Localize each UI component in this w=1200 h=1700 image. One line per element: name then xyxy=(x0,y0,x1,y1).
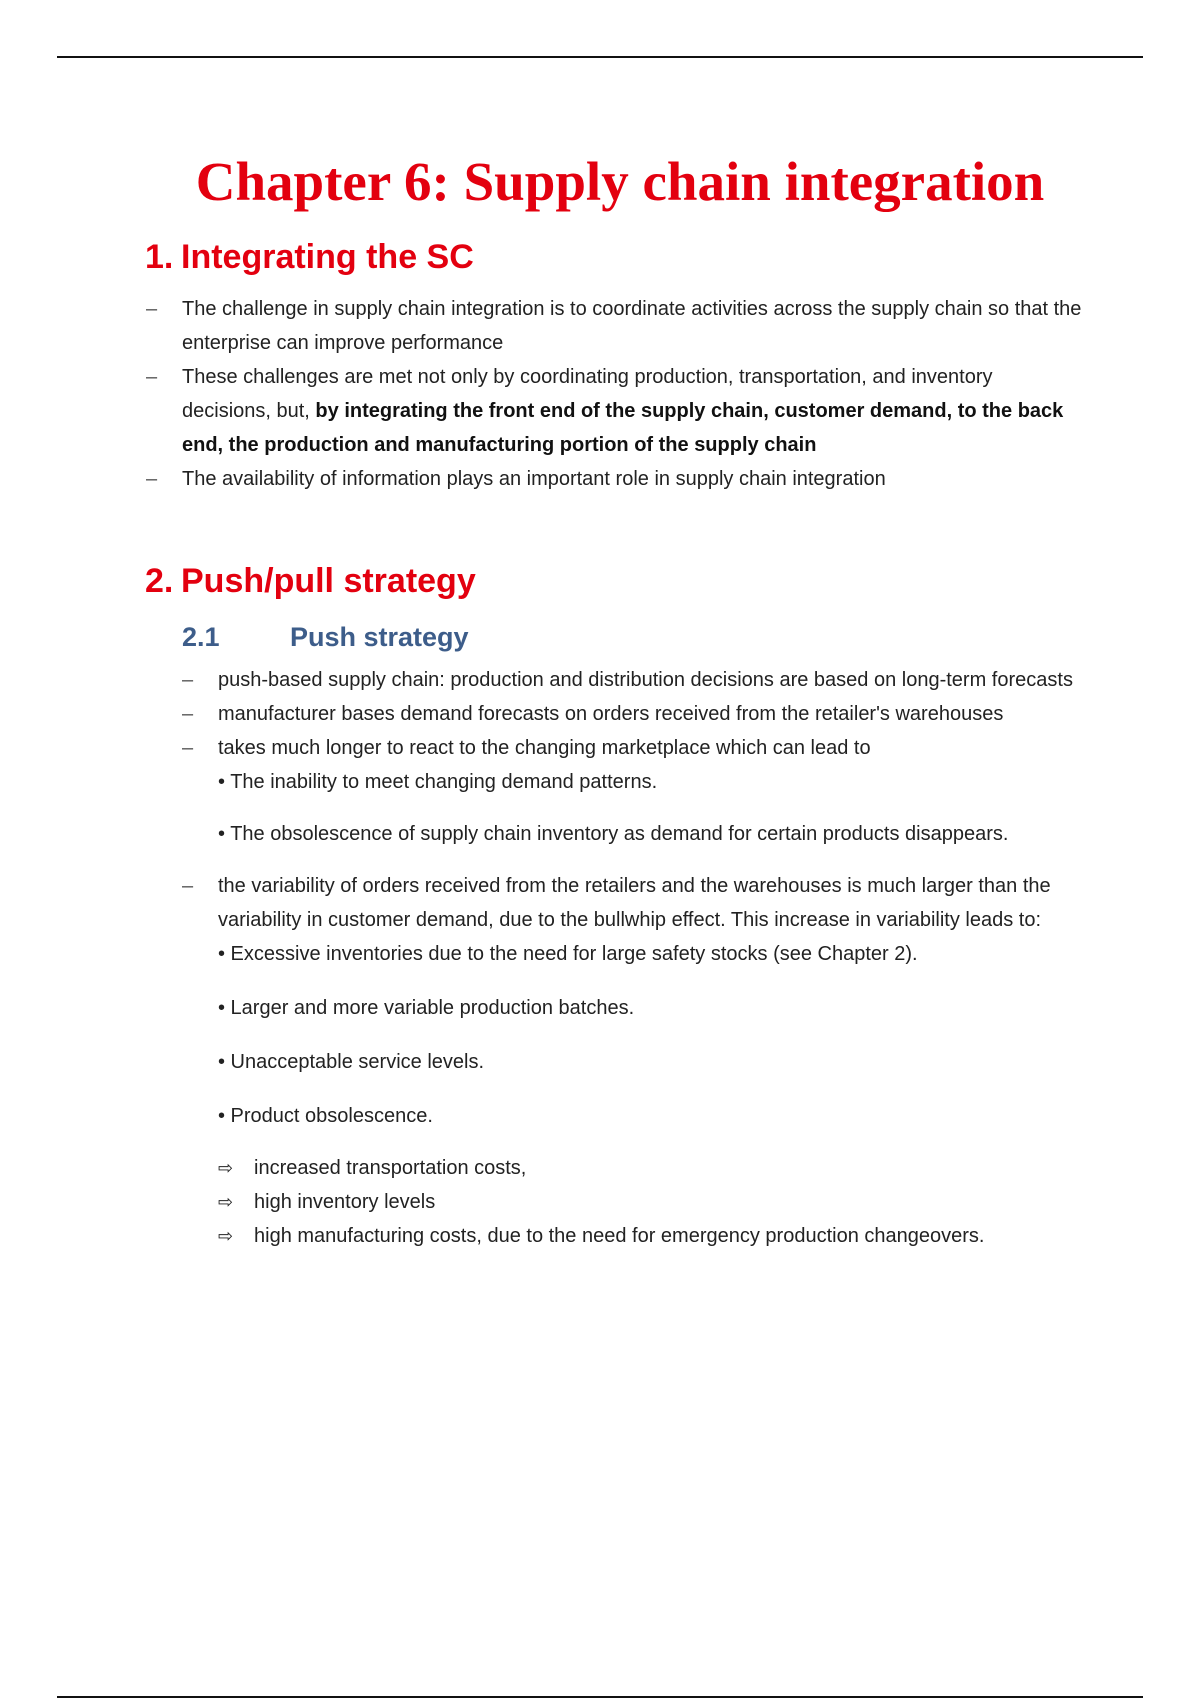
bullet-item: • The obsolescence of supply chain inventory as demand for certain products disappears. xyxy=(218,823,1009,845)
list-item-text: These challenges are met not only by coordinating production, transportation, and inventory decisions, but, xyxy=(182,366,993,422)
list-item-text: The challenge in supply chain integration is to coordinate activities across the supply chain so that the enterprise can improve performance xyxy=(182,298,1082,354)
arrow-right-icon: ⇨ xyxy=(218,1192,234,1212)
top-rule xyxy=(57,56,1143,58)
list-item xyxy=(182,663,1082,697)
subsection-2-1-title: Push strategy xyxy=(290,622,469,652)
dash-icon: – xyxy=(182,669,194,691)
list-item xyxy=(182,869,1082,1253)
section-1-title: Integrating the SC xyxy=(181,238,474,276)
arrow-right-icon: ⇨ xyxy=(218,1158,234,1178)
dash-icon: – xyxy=(182,703,194,725)
section-2-heading xyxy=(145,562,476,601)
consequence-list xyxy=(218,1151,1082,1253)
bottom-rule xyxy=(57,1696,1143,1698)
subsection-2-1-number: 2.1 xyxy=(182,622,220,652)
list-item-text: takes much longer to react to the changing marketplace which can lead to xyxy=(218,737,871,759)
list-item-text: the variability of orders received from the retailers and the warehouses is much larger than the variability in customer demand, due to the bullwhip effect. This increase in variability leads to: xyxy=(218,875,1051,931)
section-2-number: 2. xyxy=(145,562,174,600)
list-item-text: manufacturer bases demand forecasts on orders received from the retailer's warehouses xyxy=(218,703,1004,725)
consequence-text: high inventory levels xyxy=(254,1191,436,1213)
consequence-item xyxy=(218,1151,1082,1185)
list-item xyxy=(146,360,1086,462)
page-title: Chapter 6: Supply chain integration xyxy=(195,151,1045,212)
dash-icon: – xyxy=(146,298,158,320)
dash-icon: – xyxy=(182,875,194,897)
arrow-right-icon: ⇨ xyxy=(218,1226,234,1246)
consequence-item xyxy=(218,1185,1082,1219)
bullet-item: • Excessive inventories due to the need for large safety stocks (see Chapter 2). xyxy=(218,943,918,965)
dash-icon: – xyxy=(146,366,158,388)
list-item-text: push-based supply chain: production and distribution decisions are based on long-term forecasts xyxy=(218,669,1073,691)
consequence-text: increased transportation costs, xyxy=(254,1157,527,1179)
dash-icon: – xyxy=(182,737,194,759)
list-item xyxy=(146,462,1086,496)
section-1-heading xyxy=(145,238,474,277)
bullet-item: • The inability to meet changing demand patterns. xyxy=(218,771,658,793)
bullet-item: • Unacceptable service levels. xyxy=(218,1051,485,1073)
list-item-bold-text: by integrating the front end of the supply chain, customer demand, to the back end, the production and manufacturing portion of the supply chain xyxy=(182,400,1064,456)
dash-icon: – xyxy=(146,468,158,490)
subsection-2-1-list xyxy=(182,663,1082,1253)
bullet-item: • Larger and more variable production batches. xyxy=(218,997,635,1019)
list-item-text: The availability of information plays an important role in supply chain integration xyxy=(182,468,886,490)
subsection-2-1-heading xyxy=(182,622,469,653)
consequence-text: high manufacturing costs, due to the need for emergency production changeovers. xyxy=(254,1225,985,1247)
section-1-number: 1. xyxy=(145,238,174,276)
section-2-title: Push/pull strategy xyxy=(181,562,476,600)
list-item xyxy=(146,292,1086,360)
list-item xyxy=(182,697,1082,731)
bullet-item: • Product obsolescence. xyxy=(218,1105,433,1127)
list-item xyxy=(182,731,1082,851)
section-1-list xyxy=(146,292,1086,496)
consequence-item xyxy=(218,1219,1082,1253)
